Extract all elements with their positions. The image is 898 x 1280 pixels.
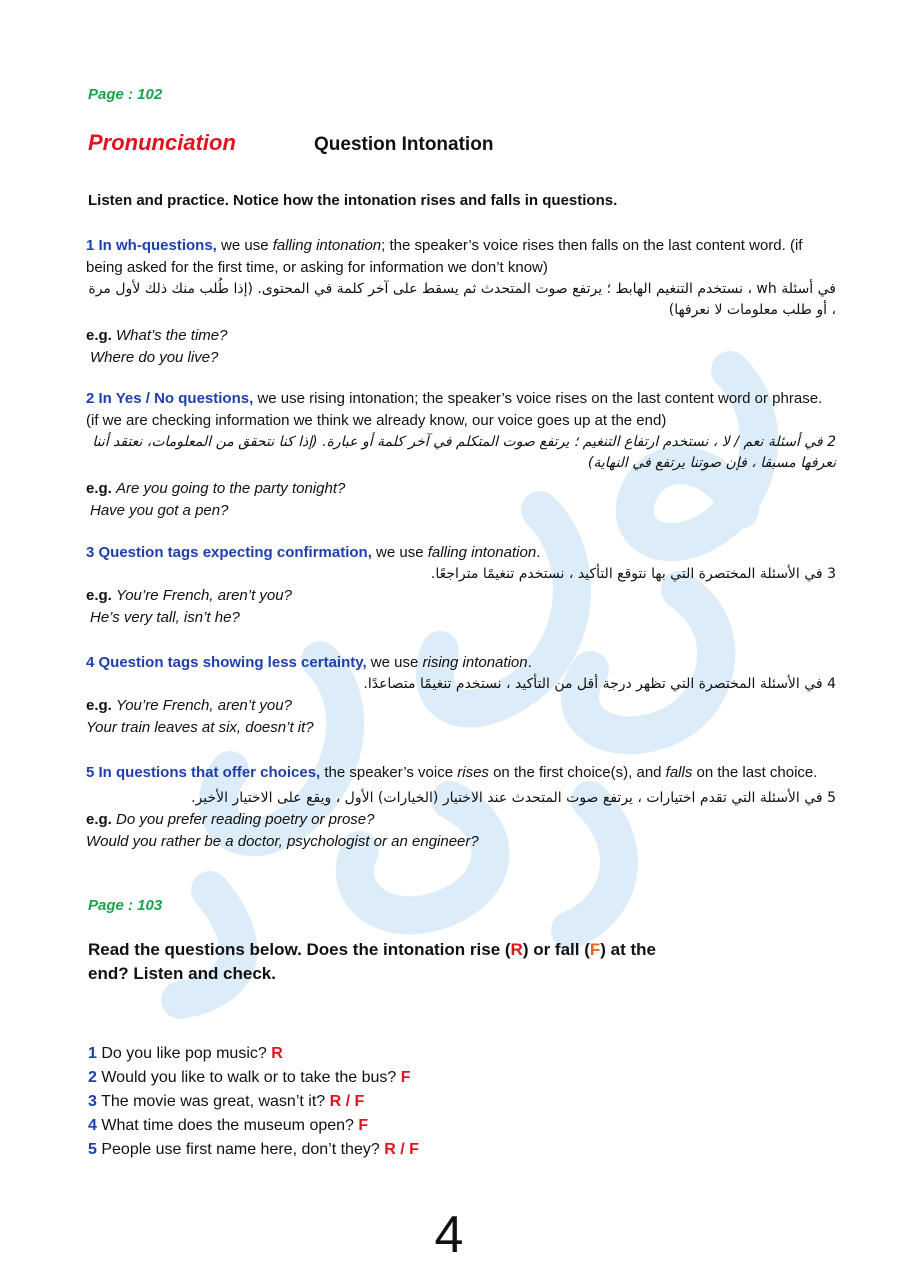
rule-2-example-2: Have you got a pen? bbox=[90, 502, 229, 519]
rule-4-example-1: e.g. You’re French, aren’t you? bbox=[86, 697, 292, 714]
rule-2-block bbox=[86, 388, 836, 522]
answer-badge: R / F bbox=[329, 1093, 365, 1110]
list-item: 2 Would you like to walk or to take the bus? F bbox=[88, 1069, 411, 1086]
rule-5-heading: 5 In questions that offer choices, bbox=[86, 764, 321, 781]
rule-2-heading: 2 In Yes / No questions, bbox=[86, 390, 254, 407]
rule-3-block bbox=[86, 542, 836, 629]
rule-1-heading: 1 In wh-questions, bbox=[86, 237, 217, 254]
rule-1-example-1: e.g. What’s the time? bbox=[86, 327, 228, 344]
page-number: 4 bbox=[434, 1206, 464, 1264]
rule-5-example-1: e.g. Do you prefer reading poetry or prose? bbox=[86, 811, 375, 828]
rule-5-arabic: 5 في الأسئلة التي تقدم اختيارات ، يرتفع صوت المتحدث عند الاختيار (الخيارات) الأول ، ويقع على الاختيار الأخير. bbox=[191, 790, 836, 806]
section-title-pronunciation: Pronunciation bbox=[88, 130, 236, 155]
answer-badge: F bbox=[358, 1117, 369, 1134]
rule-1-example-2: Where do you live? bbox=[90, 349, 219, 366]
rule-3-text: 3 Question tags expecting confirmation, we use falling intonation. bbox=[86, 544, 541, 561]
rule-2-arabic: 2 في أسئلة نعم / لا ، نستخدم ارتفاع التنغيم ؛ يرتفع صوت المتكلم في آخر كلمة أو عبارة. (إذا كنا نتحقق من المعلومات، نعتقد أننا نعرفها مسبقا ، فإن صوتنا يرتفع في النهاية) bbox=[92, 434, 836, 471]
rule-5-example-2: Would you rather be a doctor, psychologist or an engineer? bbox=[86, 833, 479, 850]
rule-4-text: 4 Question tags showing less certainty, we use rising intonation. bbox=[86, 654, 532, 671]
section-subtitle-question-intonation: Question Intonation bbox=[314, 134, 494, 155]
exercise-question-list bbox=[88, 1042, 419, 1162]
list-item: 1 Do you like pop music? R bbox=[88, 1045, 283, 1062]
rule-4-block bbox=[86, 652, 836, 739]
answer-badge: R / F bbox=[384, 1141, 419, 1158]
list-item: 5 People use first name here, don’t they? R / F bbox=[88, 1141, 419, 1158]
rule-4-arabic: 4 في الأسئلة المختصرة التي تظهر درجة أقل من التأكيد ، نستخدم تنغيمًا متصاعدًا. bbox=[363, 676, 836, 692]
answer-badge: R bbox=[271, 1045, 283, 1062]
instruction-text: Listen and practice. Notice how the intonation rises and falls in questions. bbox=[88, 192, 618, 209]
rule-3-heading: 3 Question tags expecting confirmation, bbox=[86, 544, 372, 561]
rule-4-example-2: Your train leaves at six, doesn’t it? bbox=[86, 719, 314, 736]
rule-2-text: 2 In Yes / No questions, we use rising intonation; the speaker’s voice rises on the last content word or phrase. (if we are checking information we think we already know, our voice goes up at the end) bbox=[86, 390, 823, 429]
rule-3-arabic: 3 في الأسئلة المختصرة التي بها نتوقع التأكيد ، نستخدم تنغيمًا متراجعًا. bbox=[430, 566, 836, 582]
list-item: 3 The movie was great, wasn’t it? R / F bbox=[88, 1093, 365, 1110]
rule-2-example-1: e.g. Are you going to the party tonight? bbox=[86, 480, 346, 497]
rule-5-text: 5 In questions that offer choices, the speaker’s voice rises on the first choice(s), and falls on the last choice. bbox=[86, 764, 818, 781]
list-item: 4 What time does the museum open? F bbox=[88, 1117, 369, 1134]
rule-1-text: 1 In wh-questions, we use falling intonation; the speaker’s voice rises then falls on the last content word. (if being asked for the first time, or asking for information we don’t know) bbox=[86, 237, 803, 276]
exercise-instruction: Read the questions below. Does the intonation rise (R) or fall (F) at the end? Listen and check. bbox=[88, 940, 656, 983]
rule-3-example-2: He’s very tall, isn’t he? bbox=[90, 609, 240, 626]
rule-3-example-1: e.g. You’re French, aren’t you? bbox=[86, 587, 292, 604]
answer-badge: F bbox=[400, 1069, 411, 1086]
rule-5-block bbox=[86, 762, 836, 853]
rule-4-heading: 4 Question tags showing less certainty, bbox=[86, 654, 367, 671]
rule-1-block bbox=[86, 235, 836, 369]
page-label-102: Page : 102 bbox=[88, 86, 163, 103]
rule-1-arabic: في أسئلة wh ، نستخدم التنغيم الهابط ؛ يرتفع صوت المتحدث ثم يسقط على آخر كلمة في المحتوى. (إذا طُلب منك ذلك لأول مرة ، أو طلب معلومات لا نعرفها) bbox=[88, 281, 836, 318]
page-label-103: Page : 103 bbox=[88, 897, 163, 914]
